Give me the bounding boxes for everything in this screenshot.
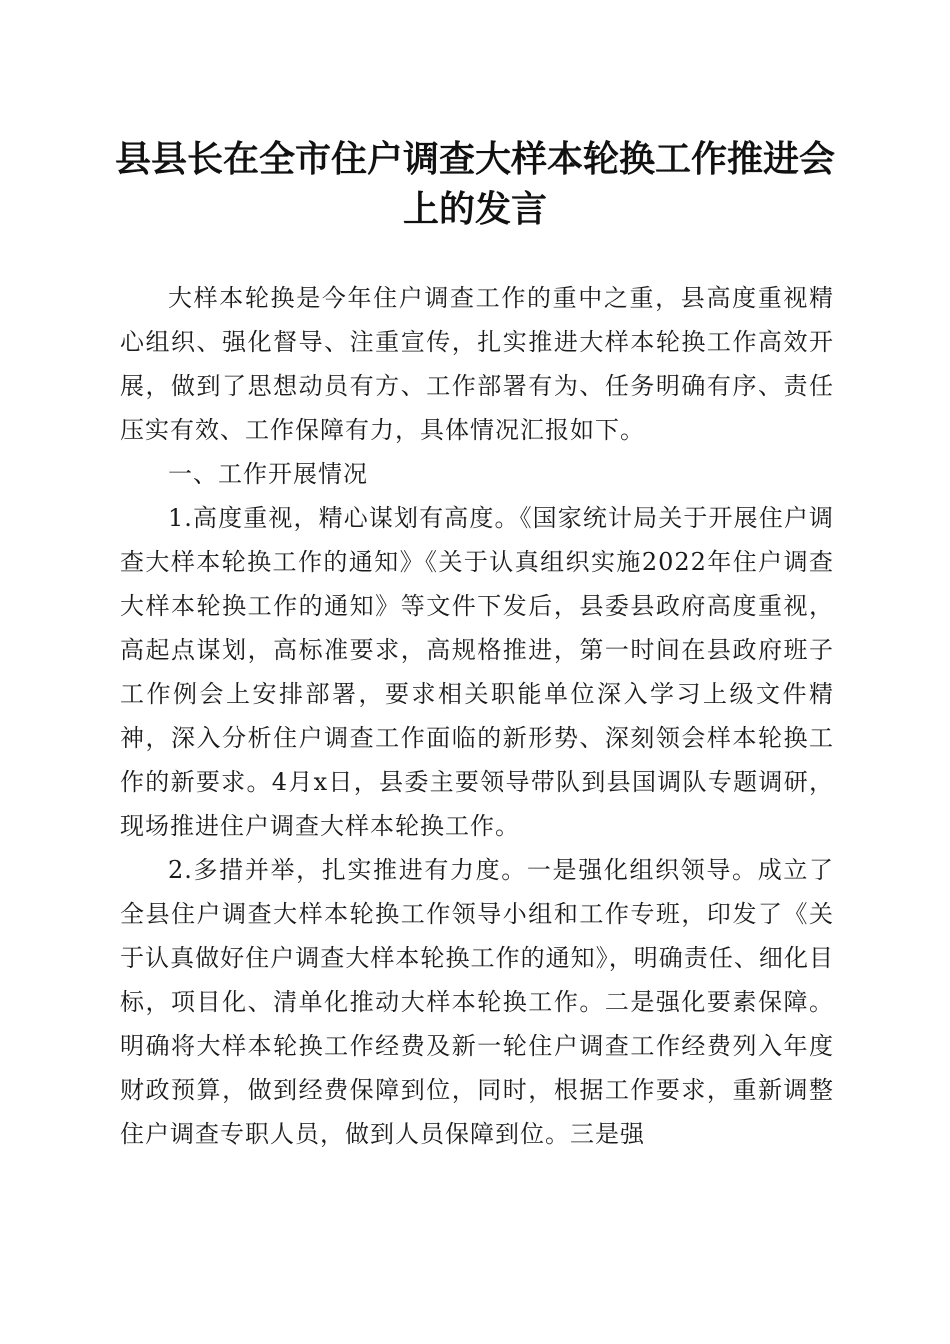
title-line-2: 上的发言 xyxy=(402,188,547,230)
item-2-paragraph: 2.多措并举，扎实推进有力度。一是强化组织领导。成立了全县住户调查大样本轮换工作领导小组和工作专班，印发了《关于认真做好住户调查大样本轮换工作的通知》，明确责任、细化目标，项目化、清单化推动大样本轮换工作。二是强化要素保障。明确将大样本轮换工作经费及新一轮住户调查工作经费列入年度财政预算，做到经费保障到位，同时，根据工作要求，重新调整住户调查专职人员，做到人员保障到位。三是强 xyxy=(120,856,834,1148)
item-1-paragraph: 1.高度重视，精心谋划有高度。《国家统计局关于开展住户调查大样本轮换工作的通知》《关于认真组织实施2022年住户调查大样本轮换工作的通知》等文件下发后，县委县政府高度重视，高起点谋划，高标准要求，高规格推进，第一时间在县政府班子工作例会上安排部署，要求相关职能单位深入学习上级文件精神，深入分析住户调查工作面临的新形势、深刻领会样本轮换工作的新要求。4月x日，县委主要领导带队到县国调队专题调研，现场推进住户调查大样本轮换工作。 xyxy=(120,504,834,840)
intro-paragraph: 大样本轮换是今年住户调查工作的重中之重，县高度重视精心组织、强化督导、注重宣传，扎实推进大样本轮换工作高效开展，做到了思想动员有方、工作部署有为、任务明确有序、责任压实有效、工作保障有力，具体情况汇报如下。 xyxy=(120,284,834,444)
document-title xyxy=(110,134,840,234)
section-heading: 一、工作开展情况 xyxy=(168,460,368,488)
document-body xyxy=(120,276,834,1156)
title-line-1: 县县长在全市住户调查大样本轮换工作推进会 xyxy=(114,138,835,180)
